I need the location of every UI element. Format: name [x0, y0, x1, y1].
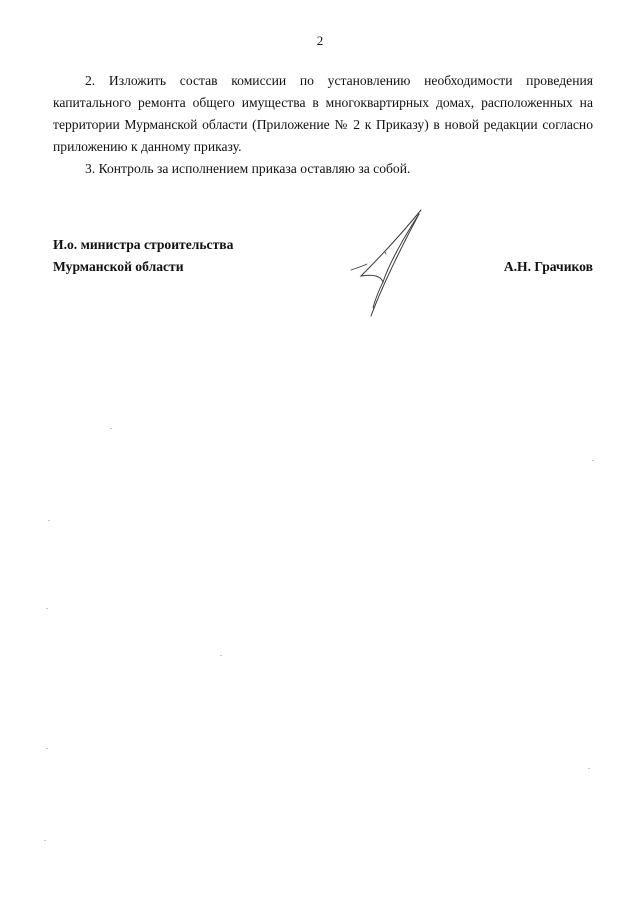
scan-speck — [48, 520, 50, 521]
signer-name: А.Н. Грачиков — [503, 259, 593, 274]
signer-position-line-1: И.о. министра строительства — [53, 237, 234, 252]
scan-speck — [220, 655, 222, 656]
paragraph-item-2: 2. Изложить состав комиссии по установлению необходимости проведения капитального ремонта общего имущества в многоквартирных домах, расположенных на территории Мурманской области (Приложение № 2 к Приказу) в новой редакции согласно приложению к данному приказу. — [53, 73, 593, 154]
page-number: 2 — [316, 33, 324, 48]
signature-block — [53, 234, 593, 324]
scan-speck — [46, 608, 48, 609]
handwritten-signature-icon — [343, 204, 433, 324]
scan-speck — [110, 428, 112, 429]
paragraph-item-3: 3. Контроль за исполнением приказа оставляю за собой. — [85, 161, 411, 176]
signer-position — [53, 234, 233, 278]
scan-speck — [46, 748, 48, 749]
document-body — [53, 70, 593, 180]
scan-speck — [588, 768, 590, 769]
signer-position-line-2: Мурманской области — [53, 259, 184, 274]
scan-speck — [44, 840, 46, 841]
scan-speck — [592, 460, 594, 461]
